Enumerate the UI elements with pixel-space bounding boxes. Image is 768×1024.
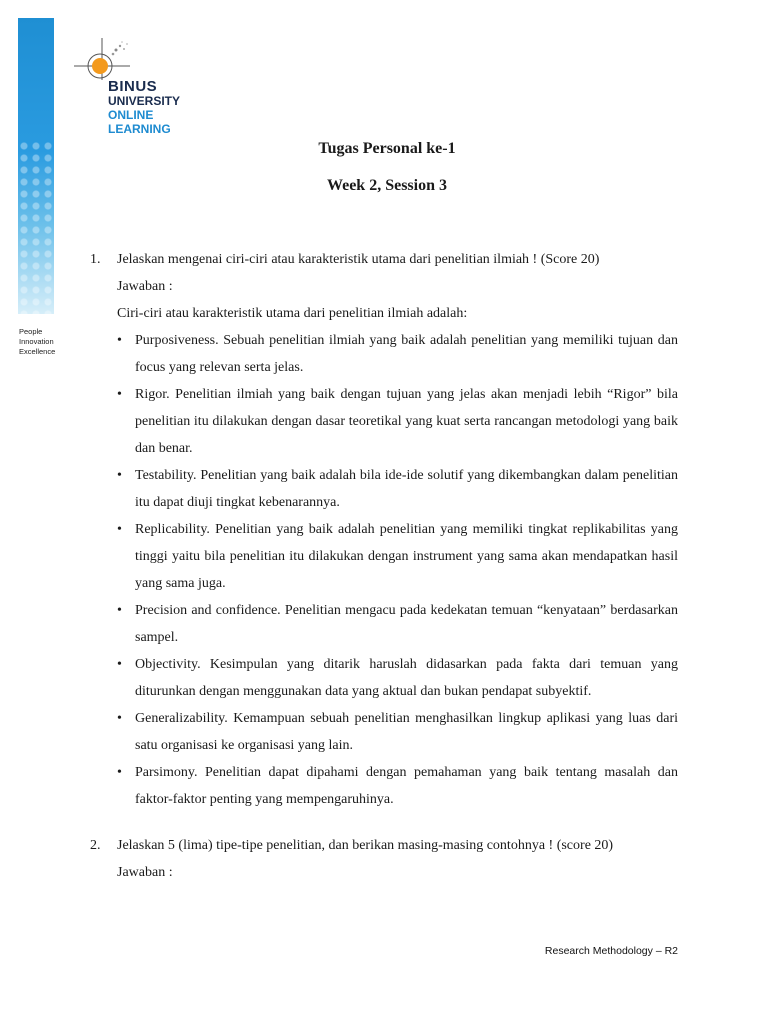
logo-brand: BINUS: [108, 78, 158, 95]
question-number: 1.: [90, 252, 101, 267]
logo-online: ONLINE: [108, 108, 154, 122]
list-item: • Parsimony. Penelitian dapat dipahami dengan pemahaman yang baik tentang masalah dan faktor-faktor penting yang mempengaruhinya.: [117, 759, 678, 813]
list-item: • Precision and confidence. Penelitian mengacu pada kedekatan temuan “kenyataan” berdasarkan sampel.: [117, 597, 678, 651]
list-item: • Purposiveness. Sebuah penelitian ilmiah yang baik adalah penelitian yang memiliki tujuan dan focus yang relevan serta jelas.: [117, 327, 678, 381]
list-item: • Generalizability. Kemampuan sebuah penelitian menghasilkan lingkup aplikasi yang luas dari satu organisasi ke organisasi yang lain.: [117, 705, 678, 759]
document-body: [90, 246, 678, 886]
question-text: Jelaskan mengenai ciri-ciri atau karakteristik utama dari penelitian ilmiah ! (Score 20): [117, 252, 600, 267]
list-item: • Objectivity. Kesimpulan yang ditarik haruslah didasarkan pada fakta dari temuan yang diturunkan dengan menggunakan data yang aktual dan bukan pendapat subyektif.: [117, 651, 678, 705]
tagline-line-2: Innovation: [19, 337, 54, 346]
tagline: [19, 327, 55, 357]
answer-intro: Ciri-ciri atau karakteristik utama dari penelitian ilmiah adalah:: [117, 306, 468, 321]
question-number: 2.: [90, 838, 101, 853]
list-item: • Rigor. Penelitian ilmiah yang baik dengan tujuan yang jelas akan menjadi lebih “Rigor” bila penelitian itu dilakukan dengan dasar teoretikal yang kuat serta rancangan metodologi yang baik dan benar.: [117, 381, 678, 462]
page-footer: Research Methodology – R2: [544, 945, 678, 957]
tagline-line-1: People: [19, 327, 43, 336]
logo-university: UNIVERSITY: [108, 94, 181, 108]
logo-learning: LEARNING: [108, 122, 171, 136]
logo-wordmark: [108, 80, 180, 136]
characteristics-list: [117, 327, 678, 813]
answer-label: Jawaban :: [117, 865, 173, 880]
document-title: Tugas Personal ke-1: [318, 140, 456, 157]
list-item: • Replicability. Penelitian yang baik adalah penelitian yang memiliki tingkat replikabilitas yang tinggi yaitu bila penelitian itu dilakukan dengan instrument yang sama akan mendapatkan hasil yang sama juga.: [117, 516, 678, 597]
list-item: • Testability. Penelitian yang baik adalah bila ide-ide solutif yang dikembangkan dalam penelitian itu dapat diuji tingkat kebenarannya.: [117, 462, 678, 516]
question-1: [90, 246, 678, 813]
tagline-line-3: Excellence: [19, 347, 56, 356]
sidebar-dot-pattern: [18, 140, 54, 314]
question-2: [90, 832, 678, 886]
answer-label: Jawaban :: [117, 279, 173, 294]
document-subtitle: Week 2, Session 3: [326, 177, 447, 194]
question-text: Jelaskan 5 (lima) tipe-tipe penelitian, dan berikan masing-masing contohnya ! (score 20): [117, 838, 614, 853]
